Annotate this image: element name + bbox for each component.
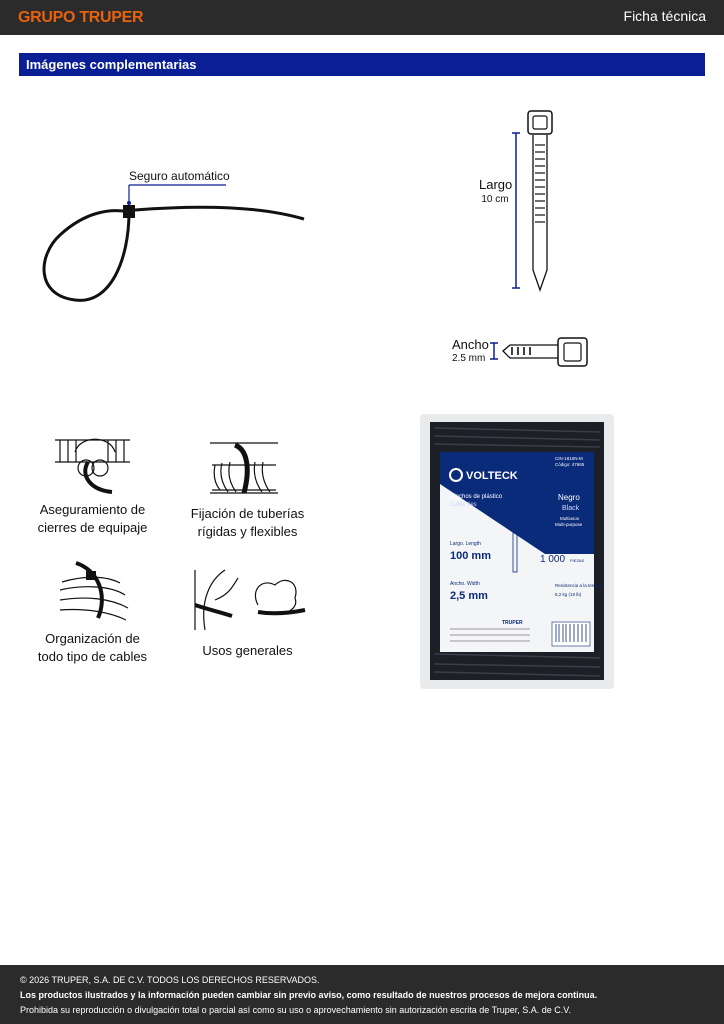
package-product-es: Cinchos de plástico bbox=[450, 494, 503, 500]
brand-logo: GRUPO TRUPER bbox=[18, 9, 144, 26]
package-code-label: Código: 47665 bbox=[555, 462, 585, 467]
package-use-en: Multi-purpose bbox=[555, 522, 583, 527]
use-cables-line2: todo tipo de cables bbox=[37, 649, 148, 664]
section-header bbox=[19, 53, 705, 76]
length-label: Largo bbox=[479, 177, 513, 192]
section-title: Imágenes complementarias bbox=[26, 57, 197, 72]
package-brand: VOLTECK bbox=[466, 470, 518, 482]
package-maker: TRUPER bbox=[502, 620, 523, 626]
package-use-es: Multiusos bbox=[560, 516, 580, 521]
package-length-value: 100 mm bbox=[450, 550, 491, 562]
use-luggage-label bbox=[30, 501, 155, 537]
use-pipes-line1: Fijación de tuberías bbox=[190, 506, 305, 521]
length-value: 10 cm bbox=[481, 194, 509, 205]
use-pipes-label bbox=[180, 505, 315, 541]
package-content-label: CONT. bbox=[540, 546, 555, 552]
use-luggage-line2: cierres de equipaje bbox=[37, 520, 148, 535]
package-tension-value: 8,2 kg (18 lb) bbox=[555, 592, 582, 597]
footer-legal: Prohibida su reproducción o divulgación total o parcial así como su uso o aprovechamiento sin autorización escrita de Truper, S.A. de C.V. bbox=[20, 1005, 571, 1015]
package-content-unit: PIEZAS bbox=[570, 558, 585, 563]
use-cables-label bbox=[30, 630, 155, 666]
width-label: Ancho bbox=[452, 337, 489, 352]
use-luggage-line1: Aseguramiento de bbox=[39, 502, 146, 517]
product-package-image bbox=[420, 414, 614, 689]
package-product-en: Cable ties bbox=[450, 502, 477, 508]
header-bar bbox=[0, 0, 724, 35]
package-content-value: 1 000 bbox=[540, 554, 566, 565]
package-width-label: Ancho. Width bbox=[450, 581, 480, 587]
package-length-label: Largo. Length bbox=[450, 541, 481, 547]
use-general-label bbox=[180, 642, 315, 660]
package-width-value: 2,5 mm bbox=[450, 590, 488, 602]
use-general-line1: Usos generales bbox=[202, 643, 293, 658]
document-type: Ficha técnica bbox=[623, 8, 706, 24]
footer-notice: Los productos ilustrados y la información pueden cambiar sin previo aviso, como resultado de nuestros procesos de mejora continua. bbox=[20, 990, 598, 1000]
use-cables-line1: Organización de bbox=[45, 631, 140, 646]
footer bbox=[0, 965, 724, 1024]
use-pipes-line2: rígidas y flexibles bbox=[197, 524, 298, 539]
package-color-en: Black bbox=[562, 505, 580, 512]
package-color-es: Negro bbox=[558, 493, 580, 502]
package-tension-label: Resistencia a la tensión: bbox=[555, 583, 604, 588]
lock-label: Seguro automático bbox=[129, 169, 230, 183]
footer-copyright: © 2026 TRUPER, S.A. DE C.V. TODOS LOS DERECHOS RESERVADOS. bbox=[20, 975, 320, 985]
package-code: CIN-1810N-M bbox=[555, 456, 583, 461]
width-value: 2.5 mm bbox=[452, 353, 486, 364]
